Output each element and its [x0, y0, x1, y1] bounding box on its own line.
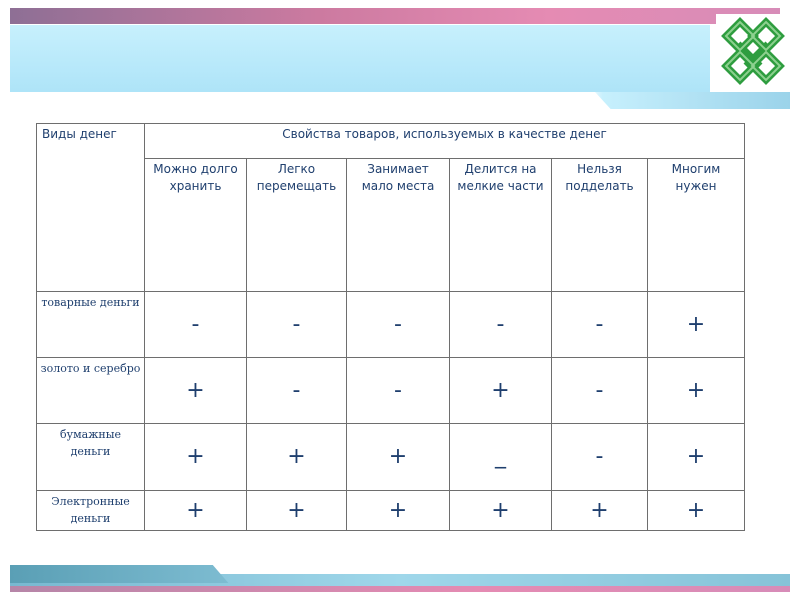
table-cell: + [648, 424, 745, 491]
table-cell: - [347, 292, 450, 358]
table-row [37, 491, 745, 531]
table-cell: - [247, 358, 347, 424]
table-cell: + [450, 358, 552, 424]
subheader-little-space: Занимает мало места [347, 159, 450, 292]
subheader-unforgeable: Нельзя подделать [552, 159, 648, 292]
table-cell: + [247, 424, 347, 491]
table-cell: - [552, 292, 648, 358]
subheader-needed: Многим нужен [648, 159, 745, 292]
top-decor-bar [10, 8, 780, 24]
table-cell: + [145, 491, 247, 531]
table-cell: + [648, 358, 745, 424]
table-cell: + [347, 491, 450, 531]
table-cell: - [347, 358, 450, 424]
row-label-commodity: товарные деньги [37, 292, 145, 358]
table-cell: - [145, 292, 247, 358]
table-header-row [37, 124, 745, 159]
table-cell: + [648, 491, 745, 531]
table-cell: + [145, 424, 247, 491]
row-label-paper: бумажные деньги [37, 424, 145, 491]
table-cell: + [552, 491, 648, 531]
table-row [37, 358, 745, 424]
subheader-easy-move: Легко перемещать [247, 159, 347, 292]
table-cell: + [450, 491, 552, 531]
table-row [37, 292, 745, 358]
table-cell: + [247, 491, 347, 531]
bottom-decor-stripe [10, 586, 790, 592]
table-cell: + [648, 292, 745, 358]
row-label-gold-silver: золото и серебро [37, 358, 145, 424]
table-cell: - [247, 292, 347, 358]
header-stripe [10, 92, 790, 109]
table-cell: - [552, 358, 648, 424]
table-cell: - [552, 424, 648, 491]
table-row [37, 424, 745, 491]
woven-knot-logo-icon [716, 14, 790, 88]
table-cell: + [347, 424, 450, 491]
money-properties-table [36, 123, 745, 531]
table-cell: - [450, 292, 552, 358]
table-cell: _ [450, 424, 552, 491]
subheader-store-long: Можно долго хранить [145, 159, 247, 292]
table-cell: + [145, 358, 247, 424]
header-band [10, 25, 710, 92]
subheader-divisible: Делится на мелкие части [450, 159, 552, 292]
header-properties: Свойства товаров, используемых в качестве денег [145, 124, 745, 159]
header-money-types: Виды денег [37, 124, 145, 292]
row-label-electronic: Электронные деньги [37, 491, 145, 531]
